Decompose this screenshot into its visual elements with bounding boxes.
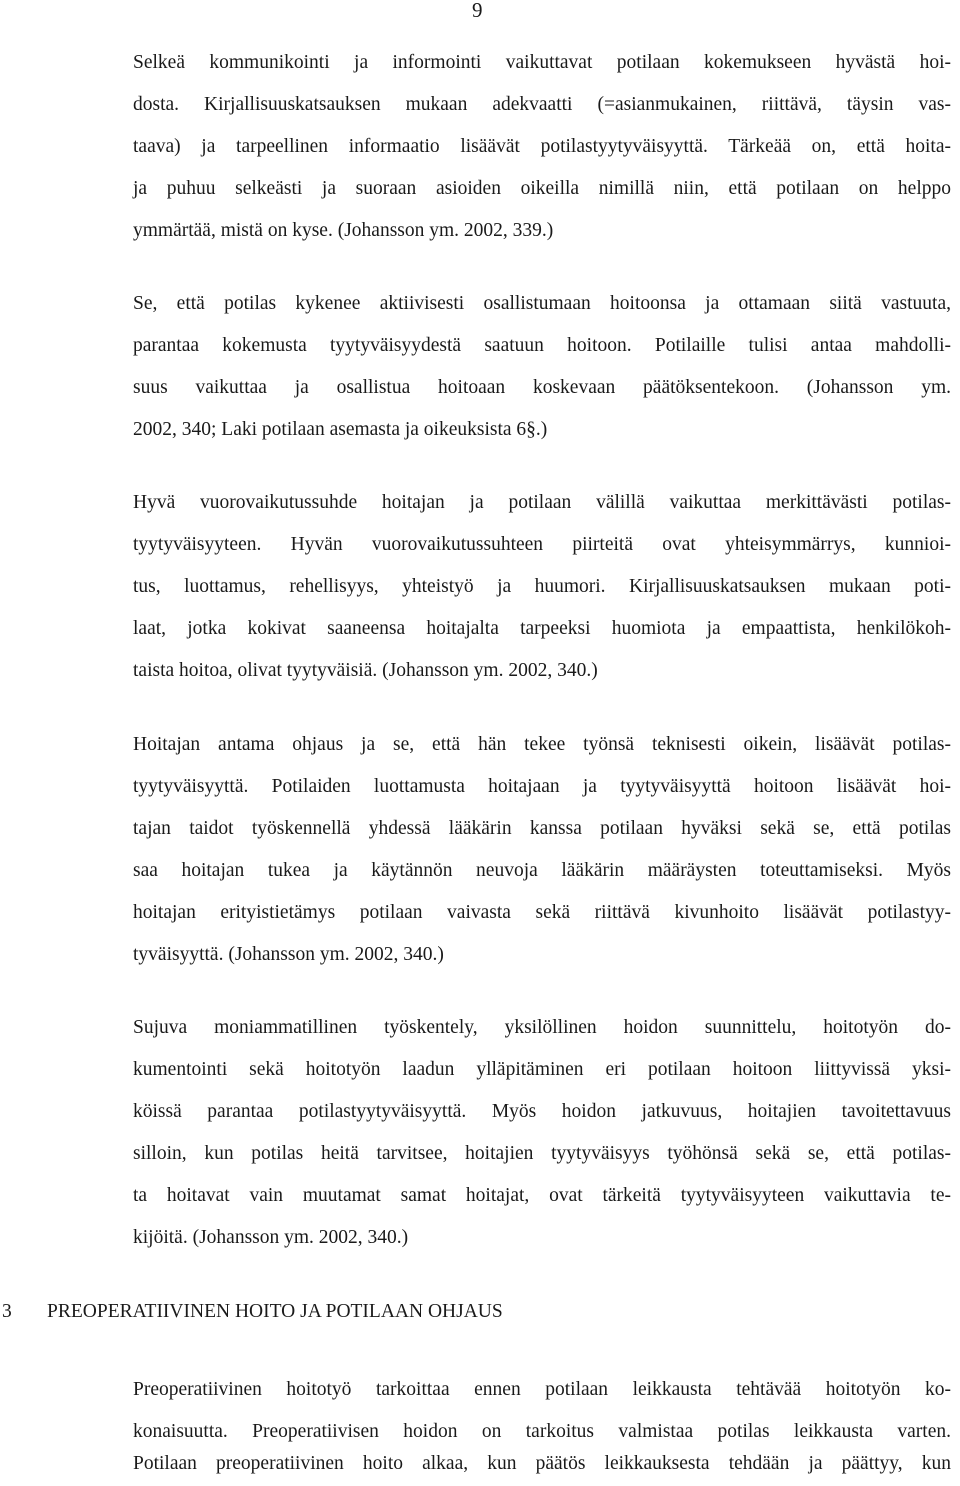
text-line: tyytyväisyyteen. Hyvän vuorovaikutussuhteen piirteitä ovat yhteisymmärrys, kunnioi-	[133, 534, 951, 555]
text-line: konaisuutta. Preoperatiivisen hoidon on tarkoitus valmistaa potilas leikkausta varten.	[133, 1421, 951, 1442]
text-line: kijöitä. (Johansson ym. 2002, 340.)	[133, 1227, 409, 1248]
text-line: Se, että potilas kykenee aktiivisesti osallistumaan hoitoonsa ja ottamaan siitä vastuuta,	[133, 293, 951, 314]
page-number: 9	[472, 0, 483, 22]
text-line: tyytyväisyyttä. Potilaiden luottamusta hoitajaan ja tyytyväisyyttä hoitoon lisäävät hoi-	[133, 776, 951, 797]
text-line: parantaa kokemusta tyytyväisyydestä saatuun hoitoon. Potilaille tulisi antaa mahdolli-	[133, 335, 951, 356]
text-line: köissä parantaa potilastyytyväisyyttä. Myös hoidon jatkuvuus, hoitajien tavoitettavuus	[133, 1101, 951, 1122]
text-line: saa hoitajan tukea ja käytännön neuvoja lääkärin määräysten toteuttamiseksi. Myös	[133, 860, 951, 881]
text-line: tyväisyyttä. (Johansson ym. 2002, 340.)	[133, 944, 444, 965]
text-line: kumentointi sekä hoitotyön laadun ylläpitäminen eri potilaan hoitoon liittyvissä yksi-	[133, 1059, 951, 1080]
text-line: ja puhuu selkeästi ja suoraan asioiden oikeilla nimillä niin, että potilaan on helppo	[133, 178, 951, 199]
text-line: dosta. Kirjallisuuskatsauksen mukaan adekvaatti (=asianmukainen, riittävä, täysin vas-	[133, 94, 951, 115]
text-line: suus vaikuttaa ja osallistua hoitoaan koskevaan päätöksentekoon. (Johansson ym.	[133, 377, 951, 398]
text-line: 2002, 340; Laki potilaan asemasta ja oikeuksista 6§.)	[133, 419, 548, 440]
text-line: tus, luottamus, rehellisyys, yhteistyö ja huumori. Kirjallisuuskatsauksen mukaan poti-	[133, 576, 951, 597]
text-line: taista hoitoa, olivat tyytyväisiä. (Johansson ym. 2002, 340.)	[133, 660, 598, 681]
text-line: Selkeä kommunikointi ja informointi vaikuttavat potilaan kokemukseen hyvästä hoi-	[133, 52, 951, 73]
text-line: taava) ja tarpeellinen informaatio lisäävät potilastyytyväisyyttä. Tärkeää on, että hoita-	[133, 136, 951, 157]
text-line: Potilaan preoperatiivinen hoito alkaa, kun päätös leikkauksesta tehdään ja päättyy, kun	[133, 1453, 951, 1474]
text-line: Preoperatiivinen hoitotyö tarkoittaa ennen potilaan leikkausta tehtävää hoitotyön ko-	[133, 1379, 951, 1400]
section-number: 3	[2, 1301, 12, 1322]
text-line: tajan taidot työskennellä yhdessä lääkärin kanssa potilaan hyväksi sekä se, että potilas	[133, 818, 951, 839]
text-line: ta hoitavat vain muutamat samat hoitajat, ovat tärkeitä tyytyväisyyteen vaikuttavia te-	[133, 1185, 951, 1206]
text-line: hoitajan erityistietämys potilaan vaivasta sekä riittävä kivunhoito lisäävät potilastyy-	[133, 902, 951, 923]
section-title: PREOPERATIIVINEN HOITO JA POTILAAN OHJAUS	[47, 1301, 503, 1322]
text-line: ymmärtää, mistä on kyse. (Johansson ym. 2002, 339.)	[133, 220, 554, 241]
text-line: silloin, kun potilas heitä tarvitsee, hoitajien tyytyväisyys työhönsä sekä se, että potilas-	[133, 1143, 951, 1164]
text-line: Hyvä vuorovaikutussuhde hoitajan ja potilaan välillä vaikuttaa merkittävästi potilas-	[133, 492, 951, 513]
text-line: Hoitajan antama ohjaus ja se, että hän tekee työnsä teknisesti oikein, lisäävät potilas-	[133, 734, 951, 755]
text-line: laat, jotka kokivat saaneensa hoitajalta tarpeeksi huomiota ja empaattista, henkilökoh-	[133, 618, 951, 639]
text-line: Sujuva moniammatillinen työskentely, yksilöllinen hoidon suunnittelu, hoitotyön do-	[133, 1017, 951, 1038]
